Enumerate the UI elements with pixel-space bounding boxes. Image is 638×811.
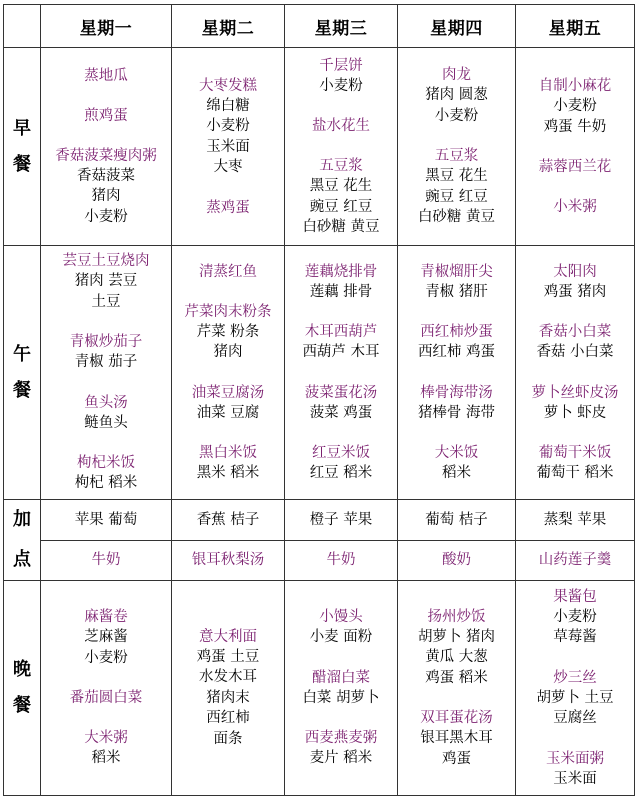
meal-label-char: 午餐 [13, 343, 31, 401]
snack-drink-mon: 牛奶 [41, 540, 172, 581]
ingredient-line: 稻米 [442, 465, 471, 481]
day-header-thu: 星期四 [398, 5, 516, 48]
day-header-tue: 星期二 [172, 5, 285, 48]
dish-name: 黑白米饭 [199, 445, 257, 461]
ingredient-line: 鸡蛋 稻米 [425, 669, 488, 686]
spacer [41, 708, 171, 728]
dish-name: 青椒熘肝尖 [420, 263, 493, 280]
dish-name: 千层饼 [319, 57, 363, 74]
spacer [516, 648, 634, 668]
ingredient-line: 鸡蛋 [442, 750, 471, 767]
ingredient-line: 枸杞 稻米 [74, 475, 138, 492]
spacer [516, 302, 634, 322]
meal-label-snack [4, 500, 41, 581]
ingredient-line: 萝卜 虾皮 [543, 404, 607, 421]
spacer [398, 363, 515, 383]
spacer [41, 433, 171, 453]
snack-fruit-wed: 橙子 苹果 [285, 500, 398, 541]
dish-name: 萝卜丝虾皮汤 [531, 384, 619, 401]
ingredient-line: 豌豆 红豆 [425, 188, 488, 205]
lunch-cell-thu [398, 246, 516, 500]
ingredient-line: 面条 [213, 730, 243, 747]
dish-name: 大枣发糕 [199, 77, 257, 94]
dish-name: 枸杞米饭 [77, 455, 135, 472]
meal-label-dinner [4, 581, 41, 796]
spacer [172, 178, 284, 198]
spacer [516, 177, 634, 197]
dish-name: 蒜蓉西兰花 [538, 159, 612, 175]
dish-name: 芸豆土豆烧肉 [62, 253, 150, 270]
lunch-cell-mon [41, 246, 172, 500]
ingredient-line: 小麦粉 [206, 118, 250, 134]
spacer [41, 373, 171, 393]
ingredient-line: 猪肉 [91, 188, 121, 205]
dish-name: 油菜豆腐汤 [191, 384, 265, 401]
dinner-row [4, 581, 635, 796]
spacer [41, 126, 171, 146]
snack-drink-thu: 酸奶 [398, 540, 516, 581]
dish-name: 扬州炒饭 [427, 608, 486, 625]
spacer [285, 302, 397, 322]
dish-name: 盐水花生 [312, 118, 370, 134]
dish-name: 炒三丝 [553, 669, 597, 686]
snack-drink-fri: 山药莲子羹 [516, 540, 635, 581]
dish-name: 醋溜白菜 [312, 669, 370, 686]
lunch-cell-tue [172, 246, 285, 500]
ingredient-line: 绵白糖 [206, 97, 250, 114]
dish-name: 大米饭 [434, 445, 479, 461]
ingredient-line: 小麦粉 [84, 649, 128, 666]
dish-name: 清蒸红鱼 [199, 263, 257, 280]
ingredient-line: 莲藕 排骨 [309, 283, 373, 300]
ingredient-line: 白砂糖 黄豆 [417, 209, 496, 226]
dish-name: 鱼头汤 [84, 394, 128, 411]
dish-name: 自制小麻花 [538, 78, 612, 94]
snack-fruit-thu: 葡萄 桔子 [398, 500, 516, 541]
day-header-mon: 星期一 [41, 5, 172, 48]
snack-drink-wed: 牛奶 [285, 540, 398, 581]
dish-name: 番茄圆白菜 [69, 690, 143, 707]
ingredient-line: 白砂糖 黄豆 [302, 219, 380, 235]
ingredient-line: 鸡蛋 土豆 [196, 648, 260, 665]
spacer [285, 423, 397, 443]
spacer [516, 423, 634, 443]
snack-fruit-row [4, 500, 635, 541]
dish-name: 香菇菠菜瘦肉粥 [55, 147, 157, 164]
ingredient-line: 猪肉 芸豆 [74, 273, 138, 290]
ingredient-line: 香菇菠菜 [77, 167, 135, 184]
ingredient-line: 猪肉 [213, 344, 243, 360]
meal-label-char: 晚餐 [13, 659, 31, 716]
ingredient-line: 西红柿 鸡蛋 [417, 344, 496, 360]
dish-name: 木耳西葫芦 [304, 324, 378, 340]
ingredient-line: 芝麻酱 [84, 629, 128, 646]
ingredient-line: 小麦 面粉 [309, 629, 373, 646]
ingredient-line: 红豆 稻米 [309, 465, 373, 481]
dish-name: 玉米面粥 [546, 750, 604, 767]
ingredient-line: 芹菜 粉条 [196, 323, 260, 340]
ingredient-line: 猪肉 圆葱 [425, 87, 488, 104]
breakfast-row [4, 48, 635, 246]
ingredient-line: 玉米面 [206, 138, 250, 155]
dish-name: 菠菜蛋花汤 [304, 384, 378, 401]
dish-name: 麻酱卷 [84, 609, 128, 626]
header-row [4, 5, 635, 48]
ingredient-line: 小麦粉 [84, 208, 128, 225]
dish-name: 煎鸡蛋 [84, 107, 128, 124]
ingredient-line: 玉米面 [553, 770, 597, 787]
meal-label-char: 加点 [13, 509, 31, 570]
ingredient-line: 麦片 稻米 [309, 750, 373, 767]
dish-name: 蒸鸡蛋 [206, 199, 250, 216]
ingredient-line: 青椒 茄子 [74, 354, 138, 371]
dish-name: 西红柿炒蛋 [420, 324, 493, 340]
dish-name: 肉龙 [442, 67, 471, 84]
dish-name: 小馒头 [319, 609, 363, 626]
ingredient-line: 小麦粉 [434, 107, 479, 124]
breakfast-cell-thu [398, 48, 516, 246]
lunch-row [4, 246, 635, 500]
dish-name: 西麦燕麦粥 [304, 730, 378, 747]
snack-drink-row [4, 540, 635, 581]
dinner-cell-mon [41, 581, 172, 796]
snack-fruit-tue: 香蕉 桔子 [172, 500, 285, 541]
spacer [285, 96, 397, 116]
ingredient-line: 小麦粉 [553, 608, 597, 625]
dish-name: 意大利面 [199, 628, 257, 645]
ingredient-line: 胡萝卜 土豆 [536, 689, 614, 706]
dish-name: 太阳肉 [553, 263, 597, 280]
ingredient-line: 猪肉末 [206, 689, 250, 706]
spacer [285, 648, 397, 668]
day-header-fri: 星期五 [516, 5, 635, 48]
dish-name: 小米粥 [553, 199, 597, 215]
ingredient-line: 西红柿 [206, 710, 250, 727]
snack-fruit-fri: 蒸梨 苹果 [516, 500, 635, 541]
ingredient-line: 黑米 稻米 [196, 465, 260, 481]
dinner-cell-tue [172, 581, 285, 796]
dish-name: 红豆米饭 [312, 445, 370, 461]
ingredient-line: 猪棒骨 海带 [417, 404, 496, 421]
ingredient-line: 豌豆 红豆 [309, 198, 373, 215]
ingredient-line: 香菇 小白菜 [536, 344, 614, 360]
lunch-cell-fri [516, 246, 635, 500]
ingredient-line: 黑豆 花生 [425, 168, 488, 185]
dish-name: 葡萄干米饭 [538, 445, 612, 461]
ingredient-line: 黄瓜 大葱 [425, 649, 488, 666]
breakfast-cell-tue [172, 48, 285, 246]
ingredient-line: 土豆 [91, 293, 121, 310]
dish-name: 莲藕烧排骨 [304, 263, 378, 280]
ingredient-line: 鸡蛋 牛奶 [543, 118, 607, 135]
ingredient-line: 银耳黑木耳 [420, 730, 493, 747]
dish-name: 果酱包 [553, 588, 597, 605]
dish-name: 青椒炒茄子 [69, 334, 143, 351]
breakfast-cell-wed [285, 48, 398, 246]
dinner-cell-fri [516, 581, 635, 796]
ingredient-line: 西葫芦 木耳 [302, 344, 380, 360]
meal-label-char: 早餐 [13, 117, 31, 175]
spacer [172, 423, 284, 443]
ingredient-line: 葡萄干 稻米 [536, 465, 614, 481]
ingredient-line: 水发木耳 [199, 669, 257, 686]
ingredient-line: 胡萝卜 猪肉 [417, 628, 496, 645]
spacer [285, 708, 397, 728]
spacer [172, 363, 284, 383]
spacer [285, 363, 397, 383]
spacer [41, 312, 171, 332]
dish-name: 蒸地瓜 [84, 67, 128, 84]
meal-label-breakfast [4, 48, 41, 246]
dinner-cell-wed [285, 581, 398, 796]
spacer [398, 688, 515, 708]
ingredient-line: 大枣 [213, 159, 243, 175]
ingredient-line: 鲢鱼头 [84, 414, 128, 431]
meal-label-lunch [4, 246, 41, 500]
dish-name: 棒骨海带汤 [420, 384, 493, 401]
dish-name: 五豆浆 [434, 148, 479, 165]
ingredient-line: 小麦粉 [319, 77, 363, 94]
snack-fruit-mon: 苹果 葡萄 [41, 500, 172, 541]
snack-drink-tue: 银耳秋梨汤 [172, 540, 285, 581]
spacer [516, 137, 634, 157]
day-header-wed: 星期三 [285, 5, 398, 48]
dish-name: 五豆浆 [319, 158, 363, 174]
corner-cell [4, 5, 41, 48]
breakfast-cell-fri [516, 48, 635, 246]
spacer [516, 729, 634, 749]
spacer [41, 668, 171, 688]
lunch-cell-wed [285, 246, 398, 500]
dish-name: 芹菜肉末粉条 [184, 303, 272, 320]
ingredient-line: 白菜 胡萝卜 [302, 689, 380, 706]
spacer [41, 86, 171, 106]
ingredient-line: 鸡蛋 猪肉 [543, 283, 607, 300]
ingredient-line: 豆腐丝 [553, 710, 597, 727]
ingredient-line: 青椒 猪肝 [425, 283, 488, 300]
dish-name: 双耳蛋花汤 [420, 710, 493, 727]
ingredient-line: 油菜 豆腐 [196, 404, 260, 421]
weekly-menu-table [3, 4, 635, 796]
breakfast-cell-mon [41, 48, 172, 246]
ingredient-line: 草莓酱 [553, 629, 597, 646]
spacer [172, 282, 284, 302]
spacer [285, 136, 397, 156]
ingredient-line: 黑豆 花生 [309, 178, 373, 194]
dish-name: 香菇小白菜 [538, 324, 612, 340]
dinner-cell-thu [398, 581, 516, 796]
ingredient-line: 菠菜 鸡蛋 [309, 404, 373, 421]
spacer [398, 126, 515, 146]
ingredient-line: 稻米 [91, 750, 121, 767]
spacer [516, 363, 634, 383]
spacer [398, 302, 515, 322]
spacer [398, 423, 515, 443]
ingredient-line: 小麦粉 [553, 98, 597, 114]
dish-name: 大米粥 [84, 730, 128, 747]
